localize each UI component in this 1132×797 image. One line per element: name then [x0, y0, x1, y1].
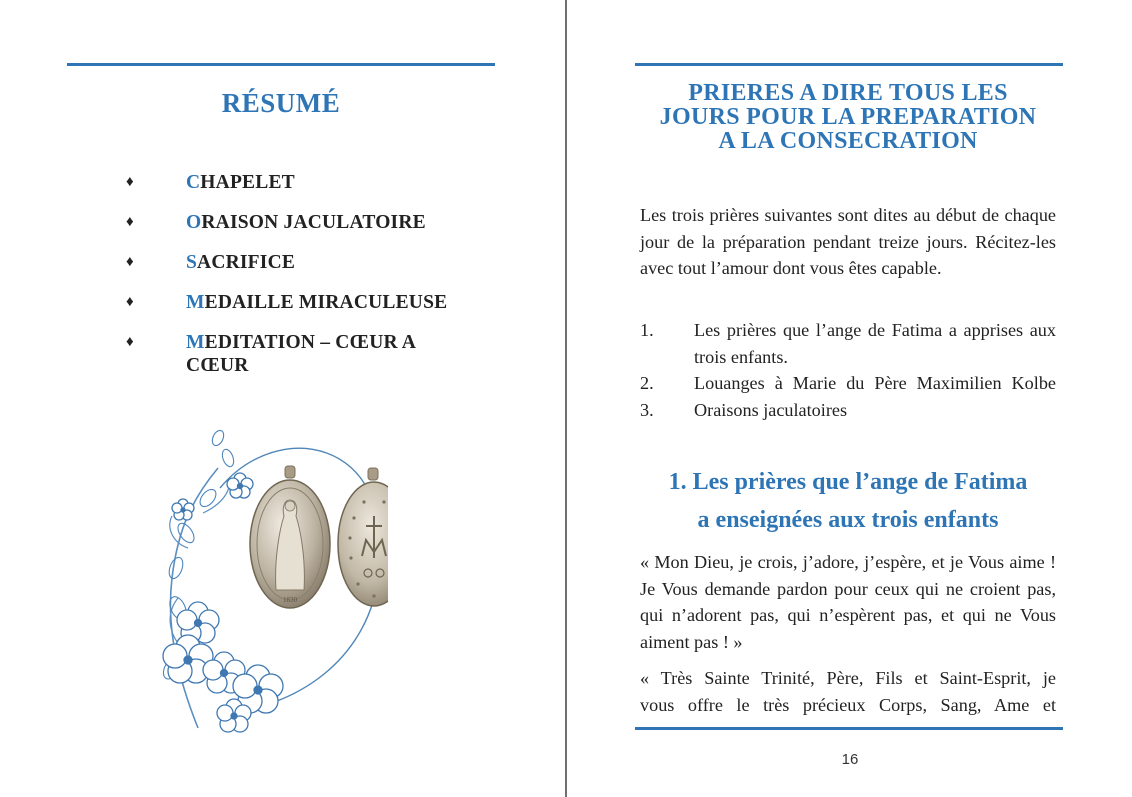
initial-letter: M [186, 292, 205, 313]
diamond-bullet-icon: ♦ [126, 334, 134, 350]
item-rest: RAISON JACULATOIRE [201, 212, 426, 233]
heading-line: 1. Les prières que l’ange de Fatima [668, 469, 1028, 495]
prayer-line: « Très Sainte Trinité, Père, Fils et Saint-Esprit, je [640, 668, 1056, 688]
book-spine [565, 0, 567, 797]
item-rest: HAPELET [200, 172, 295, 193]
prayer-line: vous offre le très précieux Corps, Sang, Ame et [640, 694, 1056, 715]
item-rest: EDAILLE MIRACULEUSE [204, 292, 448, 313]
prayer-paragraph: « Mon Dieu, je crois, j’adore, j’espère, et je Vous aime ! Je Vous demande pardon pour ceux qui ne croient pas, qui n’adorent pas, qui n’espèrent pas, et qui ne Vous aiment pas ! » [640, 552, 1056, 652]
list-item [640, 370, 1056, 397]
miraculous-medal-illustration [158, 428, 388, 743]
list-text: Louanges à Marie du Père Maximilien Kolbe [694, 373, 1056, 393]
list-item [118, 291, 478, 314]
summary-item-text [186, 251, 295, 274]
medal-back [338, 468, 388, 606]
right-bottom-rule [635, 727, 1063, 730]
summary-item-text [186, 291, 447, 314]
initial-letter: O [186, 212, 202, 233]
right-top-rule [635, 63, 1063, 66]
list-text: Les prières que l’ange de Fatima a apprises aux trois enfants. [694, 320, 1056, 367]
list-item [118, 171, 478, 194]
list-item [640, 317, 1056, 370]
initial-letter: M [186, 332, 205, 353]
left-top-rule [67, 63, 495, 66]
medal-front [250, 466, 330, 608]
heading-line: a enseignées aux trois enfants [697, 507, 999, 533]
intro-paragraph: Les trois prières suivantes sont dites au début de chaque jour de la préparation pendant treize jours. Récitez-les avec tout l’amour dont vous êtes capable. [640, 205, 1056, 278]
summary-item-text [186, 171, 295, 194]
title-line: PRIERES A DIRE TOUS LES [688, 80, 1008, 106]
summary-list [118, 171, 478, 394]
page-title: RÉSUMÉ [221, 88, 341, 118]
diamond-bullet-icon: ♦ [126, 294, 134, 310]
summary-item-text [186, 331, 478, 377]
initial-letter: S [186, 252, 198, 273]
title-line: A LA CONSECRATION [718, 128, 978, 154]
item-rest: EDITATION – CŒUR A CŒUR [186, 332, 415, 376]
diamond-bullet-icon: ♦ [126, 174, 134, 190]
list-number: 1. [640, 320, 654, 340]
medal-year-text: 1830 [283, 596, 297, 604]
list-item [640, 397, 1056, 424]
section-heading [640, 463, 1056, 539]
item-rest: ACRIFICE [197, 252, 296, 273]
section-title [640, 81, 1056, 153]
initial-letter: C [186, 172, 201, 193]
list-item [118, 251, 478, 274]
list-item [118, 211, 478, 234]
list-item [118, 331, 478, 377]
list-number: 2. [640, 373, 654, 393]
diamond-bullet-icon: ♦ [126, 254, 134, 270]
list-text: Oraisons jaculatoires [694, 399, 848, 420]
title-line: JOURS POUR LA PREPARATION [659, 104, 1037, 130]
prayer-paragraph [640, 665, 1056, 718]
summary-item-text [186, 211, 426, 234]
diamond-bullet-icon: ♦ [126, 214, 134, 230]
list-number: 3. [640, 399, 654, 420]
prayer-list [640, 317, 1056, 423]
page-number: 16 [841, 751, 859, 768]
